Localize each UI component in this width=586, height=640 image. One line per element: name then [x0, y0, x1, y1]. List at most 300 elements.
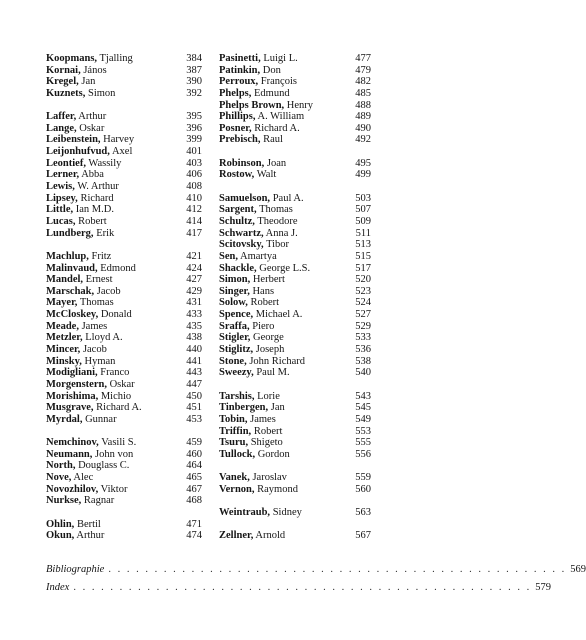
- index-entry-surname: Koopmans,: [46, 53, 98, 64]
- index-entry-given-name: Hyman: [84, 355, 116, 367]
- index-entry-given-name: Paul A.: [272, 192, 304, 204]
- index-entry-surname: Posner,: [219, 122, 252, 134]
- index-entry-surname: Solow,: [219, 297, 248, 309]
- index-entry-surname: Mayer,: [46, 297, 78, 309]
- index-gap: [219, 146, 371, 158]
- index-entry-surname: Kornai,: [46, 64, 81, 76]
- index-entry-given-name: Arnold: [255, 530, 286, 542]
- index-entry-name: [219, 286, 274, 298]
- index-entry-page: 517: [355, 262, 371, 274]
- index-entry-name: [46, 216, 107, 228]
- index-entry-given-name: James: [250, 413, 276, 425]
- index-entry-surname: Leijonhufvud,: [46, 146, 110, 158]
- index-entry-page: 427: [186, 274, 202, 286]
- index-entry-surname: Morishima,: [46, 390, 99, 402]
- index-entry-given-name: Donald: [100, 309, 132, 321]
- index-entry: [219, 309, 371, 321]
- index-entry-name: [46, 53, 133, 65]
- index-entry-page: 507: [355, 204, 371, 216]
- index-entry: [219, 53, 371, 65]
- index-entry-given-name: Ragnar: [83, 495, 115, 507]
- index-entry-surname: Tinbergen,: [219, 402, 269, 414]
- index-entry-surname: Rostow,: [219, 169, 255, 181]
- index-entry-surname: Mincer,: [46, 344, 81, 356]
- index-entry-given-name: Michio: [100, 390, 132, 402]
- index-entry-name: [219, 239, 289, 251]
- index-entry-name: [219, 391, 280, 403]
- index-entry-page: 485: [355, 87, 371, 99]
- index-entry-given-name: Joan: [266, 157, 287, 169]
- index-entry-page: 408: [186, 181, 202, 193]
- index-entry-surname: Samuelson,: [219, 192, 271, 204]
- index-entry-given-name: Simon: [88, 87, 116, 99]
- index-entry: [46, 123, 202, 135]
- index-entry-page: 549: [355, 413, 371, 425]
- index-entry: [46, 367, 202, 379]
- index-entry-surname: Vernon,: [219, 483, 255, 495]
- index-entry-surname: Minsky,: [46, 355, 82, 367]
- index-entry-given-name: Gordon: [257, 448, 290, 460]
- index-entry-surname: Vanek,: [219, 472, 250, 484]
- index-entry-page: 440: [186, 344, 202, 356]
- index-entry-name: [219, 216, 298, 228]
- back-matter-label: Index: [46, 582, 70, 593]
- index-entry-name: [46, 321, 107, 333]
- index-entry-page: 460: [186, 448, 202, 460]
- index-entry-page: 433: [186, 309, 202, 321]
- index-entry-name: [46, 414, 117, 426]
- index-entry-name: [219, 263, 310, 275]
- index-entry-surname: Kregel,: [46, 76, 79, 88]
- index-entry: [219, 263, 371, 275]
- index-entry-page: 533: [355, 332, 371, 344]
- index-entry: [46, 309, 202, 321]
- index-entry-given-name: Jaroslav: [252, 472, 287, 484]
- index-entry-given-name: Robert: [253, 425, 283, 437]
- index-entry-name: [219, 76, 297, 88]
- index-entry-name: [219, 158, 286, 170]
- index-entry-name: [46, 263, 136, 275]
- index-entry-given-name: Amartya: [240, 250, 277, 262]
- index-entry-page: 395: [186, 111, 202, 123]
- index-entry-name: [46, 472, 93, 484]
- index-entry: [46, 495, 202, 507]
- index-entry-page: 492: [355, 134, 371, 146]
- index-entry-name: [46, 449, 133, 461]
- index-entry-page: 467: [186, 483, 202, 495]
- index-entry-name: [219, 309, 302, 321]
- index-entry-page: 477: [355, 53, 371, 64]
- index-entry: [46, 379, 202, 391]
- index-entry: [219, 507, 371, 519]
- index-entry: [46, 181, 202, 193]
- index-entry-page: 563: [355, 506, 371, 518]
- index-entry-surname: Pasinetti,: [219, 53, 261, 64]
- index-gap: [46, 100, 202, 112]
- index-entry-surname: Meade,: [46, 320, 79, 332]
- index-entry-page: 559: [355, 472, 371, 484]
- index-entry-given-name: James: [81, 320, 108, 332]
- index-entry: [219, 65, 371, 77]
- index-entry: [219, 111, 371, 123]
- index-entry-name: [46, 88, 115, 100]
- index-entry-given-name: Arthur: [76, 530, 105, 542]
- index-entry-surname: Mandel,: [46, 274, 84, 286]
- index-entry-surname: Singer,: [219, 285, 250, 297]
- index-entry-given-name: Sidney: [272, 506, 302, 518]
- index-entry-surname: Tarshis,: [219, 390, 255, 402]
- index-entry-page: 387: [186, 64, 202, 76]
- index-entry: [219, 193, 371, 205]
- index-entry-page: 468: [186, 495, 202, 507]
- index-entry-surname: Metzler,: [46, 332, 83, 344]
- index-entry: [46, 88, 202, 100]
- index-entry-given-name: George L.S.: [259, 262, 311, 274]
- index-entry-surname: Schwartz,: [219, 227, 264, 239]
- index-entry-surname: Shackle,: [219, 262, 257, 274]
- index-entry-surname: Lipsey,: [46, 192, 78, 204]
- index-gap: [219, 181, 371, 193]
- index-entry: [46, 460, 202, 472]
- index-entry-page: 443: [186, 367, 202, 379]
- index-entry-name: [46, 402, 142, 414]
- index-entry-name: [46, 76, 95, 88]
- index-entry-given-name: George: [253, 332, 284, 344]
- index-entry-given-name: Paul M.: [256, 367, 290, 379]
- index-entry-given-name: Lorie: [257, 390, 280, 402]
- index-entry-surname: Lucas,: [46, 215, 76, 227]
- index-entry: [46, 76, 202, 88]
- index-entry-surname: Sweezy,: [219, 367, 254, 379]
- index-entry-surname: Triffin,: [219, 425, 252, 437]
- index-entry: [46, 158, 202, 170]
- index-entry-name: [46, 367, 129, 379]
- index-entry: [219, 100, 371, 112]
- index-entry-name: [46, 65, 107, 77]
- index-gap: [219, 460, 371, 472]
- index-entry-name: [219, 449, 290, 461]
- index-entry-surname: North,: [46, 460, 76, 472]
- index-entry: [219, 391, 371, 403]
- index-entry-given-name: Herbert: [252, 274, 285, 286]
- index-entry: [219, 286, 371, 298]
- index-entry-page: 435: [186, 320, 202, 332]
- index-entry-page: 450: [186, 390, 202, 402]
- index-entry: [219, 530, 371, 542]
- index-entry-surname: Nurkse,: [46, 495, 82, 507]
- index-entry-page: 545: [355, 402, 371, 414]
- index-entry-page: 482: [355, 76, 371, 88]
- index-entry-given-name: W. Arthur: [77, 181, 119, 193]
- index-entry-name: [46, 169, 104, 181]
- index-entry-name: [46, 484, 127, 496]
- index-entry-page: 465: [186, 472, 202, 484]
- index-entry-given-name: János: [83, 64, 107, 76]
- index-entry: [46, 391, 202, 403]
- index-entry-page: 511: [355, 227, 371, 239]
- index-entry-given-name: Richard A.: [96, 402, 142, 414]
- index-gap: [219, 495, 371, 507]
- index-entry-page: 406: [186, 169, 202, 181]
- index-entry-page: 543: [355, 390, 371, 402]
- index-entry-name: [46, 123, 104, 135]
- index-entry-given-name: Michael A.: [255, 309, 303, 321]
- index-entry-given-name: John von: [95, 448, 134, 460]
- index-entry-page: 540: [355, 367, 371, 379]
- index-entry: [219, 204, 371, 216]
- index-entry-given-name: Hans: [252, 285, 275, 297]
- index-entry-given-name: Jacob: [96, 285, 121, 297]
- index-entry-name: [46, 460, 129, 472]
- index-entry-page: 390: [186, 76, 202, 88]
- index-entry-page: 509: [355, 215, 371, 227]
- index-entry-surname: Stiglitz,: [219, 344, 254, 356]
- index-entry-name: [219, 251, 277, 263]
- index-entry-given-name: Arthur: [78, 111, 107, 123]
- index-entry-surname: Nove,: [46, 472, 72, 484]
- index-entry-surname: Patinkin,: [219, 64, 261, 76]
- index-entry-given-name: Oskar: [79, 122, 105, 134]
- index-entry-name: [219, 426, 282, 438]
- index-entry: [219, 228, 371, 240]
- index-entry-name: [219, 484, 298, 496]
- index-entry-surname: Lange,: [46, 122, 77, 134]
- index-entry-surname: Morgenstern,: [46, 378, 107, 390]
- index-entry-given-name: Raymond: [257, 483, 298, 495]
- index-entry-page: 401: [186, 146, 202, 158]
- index-entry-surname: Weintraub,: [219, 506, 271, 518]
- index-entry-surname: Okun,: [46, 530, 75, 542]
- index-entry: [46, 519, 202, 531]
- index-entry-name: [219, 507, 302, 519]
- index-entry-given-name: Vasili S.: [101, 437, 137, 449]
- index-entry-name: [219, 169, 276, 181]
- index-entry-surname: Tobin,: [219, 413, 248, 425]
- index-entry-page: 421: [186, 250, 202, 262]
- index-entry-name: [46, 228, 114, 240]
- index-entry-name: [46, 158, 121, 170]
- index-entry-given-name: Robert: [78, 215, 107, 227]
- index-entry-page: 392: [186, 87, 202, 99]
- index-entry-given-name: John Richard: [249, 355, 306, 367]
- index-entry: [46, 228, 202, 240]
- index-entry-surname: Novozhilov,: [46, 483, 99, 495]
- index-entry-given-name: Viktor: [100, 483, 128, 495]
- index-entry: [46, 332, 202, 344]
- index-entry-given-name: Henry: [286, 99, 314, 111]
- index-entry-given-name: Axel: [111, 146, 133, 158]
- index-entry-page: 410: [186, 192, 202, 204]
- index-entry-given-name: Edmund: [254, 87, 290, 99]
- index-entry-given-name: Don: [262, 64, 281, 76]
- index-entry-page: 515: [355, 250, 371, 262]
- index-entry-page: 490: [355, 122, 371, 134]
- index-entry-page: 396: [186, 122, 202, 134]
- index-entry-name: [46, 356, 115, 368]
- index-entry-page: 424: [186, 262, 202, 274]
- index-entry-surname: Stone,: [219, 355, 247, 367]
- index-entry-surname: Phelps,: [219, 87, 252, 99]
- index-entry: [219, 472, 371, 484]
- index-entry-name: [46, 251, 111, 263]
- index-entry: [219, 344, 371, 356]
- index-entry-page: 384: [186, 53, 202, 64]
- index-entry: [46, 297, 202, 309]
- index-entry: [46, 274, 202, 286]
- index-entry: [46, 111, 202, 123]
- index-entry-given-name: Alec: [73, 472, 94, 484]
- index-entry-surname: Leontief,: [46, 157, 86, 169]
- index-entry: [219, 367, 371, 379]
- index-gap: [219, 379, 371, 391]
- index-entry: [46, 134, 202, 146]
- index-entry-surname: Nemchinov,: [46, 437, 99, 449]
- index-entry-given-name: Jan: [270, 402, 285, 414]
- index-entry-page: 438: [186, 332, 202, 344]
- index-entry: [46, 414, 202, 426]
- index-entry: [219, 321, 371, 333]
- index-entry: [46, 402, 202, 414]
- index-entry-surname: Simon,: [219, 274, 251, 286]
- index-entry: [219, 169, 371, 181]
- index-entry-name: [219, 437, 283, 449]
- index-entry-given-name: Robert: [250, 297, 280, 309]
- index-entry: [46, 437, 202, 449]
- index-entry-name: [46, 111, 106, 123]
- index-entry: [46, 146, 202, 158]
- index-entry-given-name: Theodore: [257, 215, 298, 227]
- index-entry-surname: McCloskey,: [46, 309, 99, 321]
- index-entry-page: 488: [355, 99, 371, 111]
- index-entry: [219, 216, 371, 228]
- index-entry-page: 479: [355, 64, 371, 76]
- index-entry: [219, 274, 371, 286]
- index-entry-name: [46, 530, 104, 542]
- index-entry: [46, 530, 202, 542]
- index-entry-name: [219, 53, 298, 65]
- index-entry-page: 417: [186, 227, 202, 239]
- index-entry-name: [219, 530, 285, 542]
- index-entry-given-name: Walt: [256, 169, 277, 181]
- index-entry-given-name: Tibor: [266, 239, 290, 251]
- back-matter-page: 579: [535, 582, 551, 593]
- index-entry-page: 453: [186, 413, 202, 425]
- index-entry-name: [219, 414, 276, 426]
- dot-leader: . . . . . . . . . . . . . . . . . . . . . . . . . . . . . . . . . . . . . . . . . . . . . . . . . .: [108, 564, 567, 575]
- index-entry-given-name: Richard A.: [254, 122, 300, 134]
- index-entry-given-name: François: [260, 76, 297, 88]
- index-entry-page: 538: [355, 355, 371, 367]
- index-entry-name: [46, 379, 135, 391]
- index-entry-given-name: Abba: [81, 169, 104, 181]
- index-entry: [46, 286, 202, 298]
- index-entry-surname: Little,: [46, 204, 74, 216]
- index-entry: [46, 449, 202, 461]
- index-entry-surname: Marschak,: [46, 285, 95, 297]
- index-entry-surname: Machlup,: [46, 250, 89, 262]
- index-entry-name: [219, 111, 304, 123]
- index-gap: [46, 507, 202, 519]
- index-entry-given-name: Thomas: [259, 204, 293, 216]
- index-entry-surname: Tsuru,: [219, 437, 249, 449]
- index-column-right: [219, 53, 371, 542]
- index-entry: [46, 53, 202, 65]
- back-matter-label: Bibliographie: [46, 564, 105, 575]
- index-entry-given-name: Thomas: [79, 297, 114, 309]
- index-entry-name: [46, 274, 113, 286]
- index-entry-name: [46, 134, 134, 146]
- index-entry: [219, 426, 371, 438]
- index-entry-page: 567: [355, 530, 371, 542]
- index-entry-surname: Sen,: [219, 250, 238, 262]
- index-entry-page: 560: [355, 483, 371, 495]
- index-entry: [46, 263, 202, 275]
- index-entry: [219, 76, 371, 88]
- index-gap: [46, 426, 202, 438]
- index-entry-name: [219, 321, 274, 333]
- index-entry-surname: Tullock,: [219, 448, 256, 460]
- index-entry-name: [46, 332, 123, 344]
- index-entry-given-name: Bertil: [76, 518, 101, 530]
- index-gap: [46, 239, 202, 251]
- index-entry-name: [219, 297, 279, 309]
- index-entry-surname: Kuznets,: [46, 87, 86, 99]
- index-entry-page: 523: [355, 285, 371, 297]
- index-entry-name: [219, 402, 285, 414]
- index-entry-page: 524: [355, 297, 371, 309]
- index-entry-name: [219, 65, 281, 77]
- index-entry: [219, 297, 371, 309]
- index-entry-name: [219, 193, 304, 205]
- index-entry-given-name: Gunnar: [85, 413, 117, 425]
- index-entry: [46, 321, 202, 333]
- index-entry-page: 414: [186, 215, 202, 227]
- index-entry-page: 447: [186, 378, 202, 390]
- index-entry-page: 412: [186, 204, 202, 216]
- index-entry-name: [219, 100, 313, 112]
- back-matter-index: [46, 579, 551, 597]
- index-entry: [46, 193, 202, 205]
- index-entry: [219, 402, 371, 414]
- index-entry-surname: Leibenstein,: [46, 134, 101, 146]
- index-entry-page: 527: [355, 309, 371, 321]
- index-entry-page: 474: [186, 530, 202, 542]
- index-entry: [46, 251, 202, 263]
- index-entry-name: [46, 519, 101, 531]
- index-entry-surname: Perroux,: [219, 76, 259, 88]
- index-gap: [219, 519, 371, 531]
- index-entry-page: 403: [186, 157, 202, 169]
- index-entry-surname: Sargent,: [219, 204, 257, 216]
- index-entry-page: 489: [355, 111, 371, 123]
- index-entry: [46, 204, 202, 216]
- index-entry: [46, 472, 202, 484]
- index-entry-given-name: Harvey: [103, 134, 135, 146]
- index-entry-name: [46, 286, 121, 298]
- index-entry-given-name: Ernest: [85, 274, 113, 286]
- index-entry-page: 441: [186, 355, 202, 367]
- index-entry-given-name: Lloyd A.: [85, 332, 123, 344]
- index-entry-page: 499: [355, 169, 371, 181]
- index-entry-surname: Lerner,: [46, 169, 80, 181]
- index-entry-surname: Stigler,: [219, 332, 251, 344]
- index-entry: [219, 332, 371, 344]
- index-entry-surname: Scitovsky,: [219, 239, 264, 251]
- index-entry-name: [219, 123, 300, 135]
- index-entry-surname: Robinson,: [219, 157, 265, 169]
- index-entry-page: 536: [355, 344, 371, 356]
- index-entry: [219, 484, 371, 496]
